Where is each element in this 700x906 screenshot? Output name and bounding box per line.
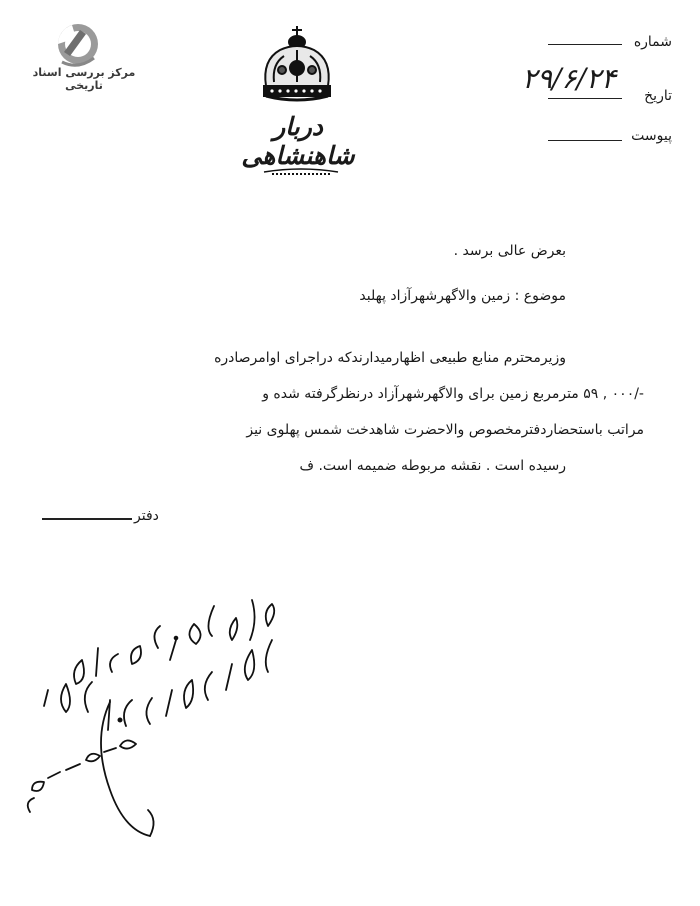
body-line: رسیده است . نقشه مربوطه ضمیمه است. ف (299, 458, 566, 474)
body-line: وزیرمحترم منابع طبیعی اظهارمیدارندکه دراجرای اوامرصادره (214, 350, 566, 366)
office-label: دفتر (134, 508, 159, 524)
number-label: شماره (633, 34, 672, 50)
body-line: -/۰۰۰ , ۵۹ مترمربع زمین برای والاگهرشهرآزاد درنظرگرفته شده و (262, 386, 644, 402)
attachment-label: پیوست (631, 128, 672, 144)
salutation: بعرض عالی برسد . (453, 243, 566, 259)
court-title: دربار شاهنشاهی (241, 112, 355, 170)
date-value: ۲۹/۶/۲۴ (521, 62, 617, 95)
archive-logo-caption: مرکز بررسی اسناد تاریخی (32, 66, 136, 92)
subject-line: موضوع : زمین والاگهرشهرآزاد پهلبد (359, 288, 566, 304)
body-line: مراتب باستحضاردفترمخصوص والاحضرت شاهدخت شمس پهلوی نیز (246, 422, 644, 438)
date-label: تاریخ (644, 88, 672, 104)
